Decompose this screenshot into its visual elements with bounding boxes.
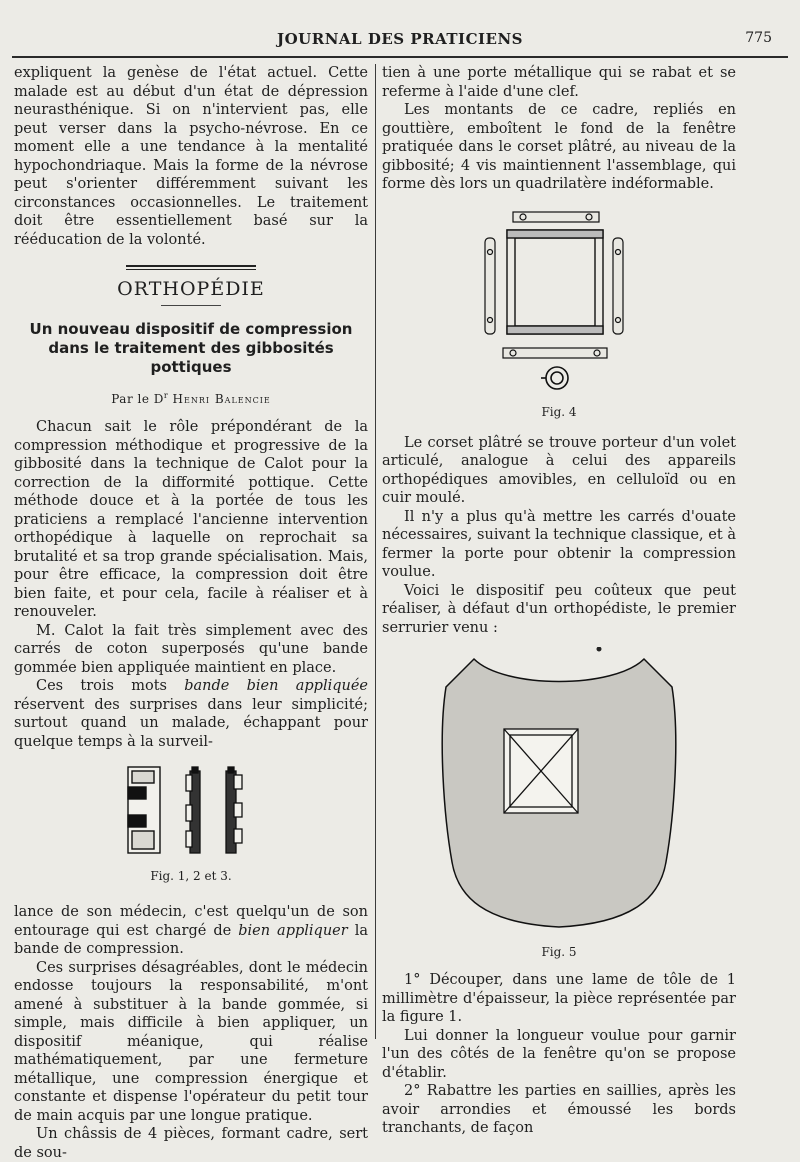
figure-1-2-3-drawing [126, 765, 256, 857]
paragraph: Le corset plâtré se trouve porteur d'un volet articulé, analogue à celui des appareils orthopédiques amovibles, en celluloïd ou en cuir moulé. [382, 434, 736, 506]
column-divider [375, 64, 376, 1039]
section-title: ORTHOPÉDIE [117, 278, 265, 300]
paragraph: 2° Rabattre les parties en saillies, après les avoir arrondies et émoussé les bords tranchants, de façon [382, 1083, 736, 1136]
italic-run: bien appliquer [238, 922, 348, 939]
paragraph: Voici le dispositif peu coûteux que peut réaliser, à défaut d'un orthopédiste, le premier serrurier venu : [382, 582, 736, 636]
section-ornament-rule [126, 265, 256, 270]
text-run: Ces trois mots [36, 678, 185, 694]
figure-1-2-3-caption: Fig. 1, 2 et 3. [150, 868, 232, 883]
text-run: lance de son médecin, c'est quelqu'un de son entourage qui est chargé de [14, 904, 368, 939]
header-rule [12, 56, 788, 58]
running-title: JOURNAL DES PRATICIENS [277, 30, 523, 48]
plate-piece-2 [186, 767, 200, 853]
figure-4 [479, 208, 639, 422]
paragraph: 1° Découper, dans une lame de tôle de 1 millimètre d'épaisseur, la pièce représentée par la figure 1. [382, 972, 736, 1025]
byline-author: Henri Balencie [172, 391, 271, 406]
italic-run: bande bien appliquée [184, 678, 368, 694]
section-underline [161, 305, 221, 306]
paragraph: Lui donner la longueur voulue pour garnir l'un des côtés de la fenêtre qu'on se propose d'établir. [382, 1027, 736, 1081]
paragraph: Il n'y a plus qu'à mettre les carrés d'ouate nécessaires, suivant la technique classique, et à fermer la porte pour obtenir la compression voulue. [382, 508, 736, 580]
paragraph: Chacun sait le rôle prépondérant de la compression méthodique et progressive de la gibbosité dans la technique de Calot pour la correction de la difformité pottique. Cette méthode douce et à la portée de tous les praticiens a remplacé l'ancienne intervention orthopédique à laquelle on reprochait sa brutalité et sa trop grande spécialisation. Mais, pour être efficace, la compression doit être bien faite, et pour cela, facile à réaliser et à renouveler. [14, 419, 368, 620]
figure-5 [434, 647, 684, 961]
frame-bottom-bar [503, 348, 607, 358]
intro-paragraph: expliquent la genèse de l'état actuel. Cette malade est au début d'un état de dépression neurasthénique. Si on n'intervient pas, elle peut verser dans la psycho-névrose. En ce moment elle a une tendance à la mentalité hypochondriaque. Mais la forme de la névrose peut s'orienter différemment suivant les circonstances occasionnelles. Le traitement doit être essentiellement basé sur la rééducation de la volonté. [14, 65, 368, 248]
figure-5-caption: Fig. 5 [541, 944, 577, 959]
paragraph [14, 677, 368, 751]
byline [14, 387, 368, 409]
key-icon [541, 367, 568, 389]
figure-5-drawing [434, 647, 684, 933]
frame-side-left [485, 238, 495, 334]
frame-door [507, 230, 603, 334]
corset-mark [597, 647, 602, 652]
paragraph: Un châssis de 4 pièces, formant cadre, sert de sou- [14, 1126, 368, 1161]
page-header [0, 0, 800, 56]
text-run: la bande de compression. [14, 922, 368, 957]
frame-side-right [613, 238, 623, 334]
article-title-line-1: Un nouveau dispositif de compression [29, 319, 353, 338]
right-column [382, 64, 736, 1138]
left-column [14, 64, 368, 1162]
page-number: 775 [745, 30, 772, 46]
plate-piece-1 [128, 767, 160, 853]
text-run: réservent des surprises dans leur simplicité; surtout quand un malade, échappant pour quelque temps à la surveil- [14, 696, 368, 750]
frame-top-bar [513, 212, 599, 222]
paragraph: Les montants de ce cadre, repliés en gouttière, emboîtent le fond de la fenêtre pratiquée dans le corset plâtré, au niveau de la gibbosité; 4 vis maintiennent l'assemblage, qui forme dès lors un quadrilatère indéformable. [382, 102, 736, 192]
paragraph: M. Calot la fait très simplement avec des carrés de coton superposés qu'une bande gommée bien appliquée maintient en place. [14, 622, 368, 676]
paragraph: Ces surprises désagréables, dont le médecin endosse toujours la responsabilité, m'ont amené à substituer à la bande gommée, si simple, mais difficile à bien appliquer, un dispositif méanique, qui réalise mathématiquement, par une fermeture métallique, une compression énergique et constante et dispense l'opérateur du petit tour de main acquis par une longue pratique. [14, 959, 368, 1124]
paragraph [14, 903, 368, 959]
paragraph: tien à une porte métallique qui se rabat et se referme à l'aide d'une clef. [382, 65, 736, 100]
plate-piece-3 [226, 767, 242, 853]
byline-prefix: Par le D [111, 391, 164, 406]
figure-4-drawing [479, 208, 639, 394]
figure-4-caption: Fig. 4 [541, 405, 577, 419]
byline-sup: r [163, 390, 169, 400]
compression-window [504, 729, 578, 813]
article-title [14, 320, 368, 377]
figure-1-2-3 [126, 765, 256, 885]
article-title-line-2: dans le traitement des gibbosités pottiques [48, 338, 334, 376]
